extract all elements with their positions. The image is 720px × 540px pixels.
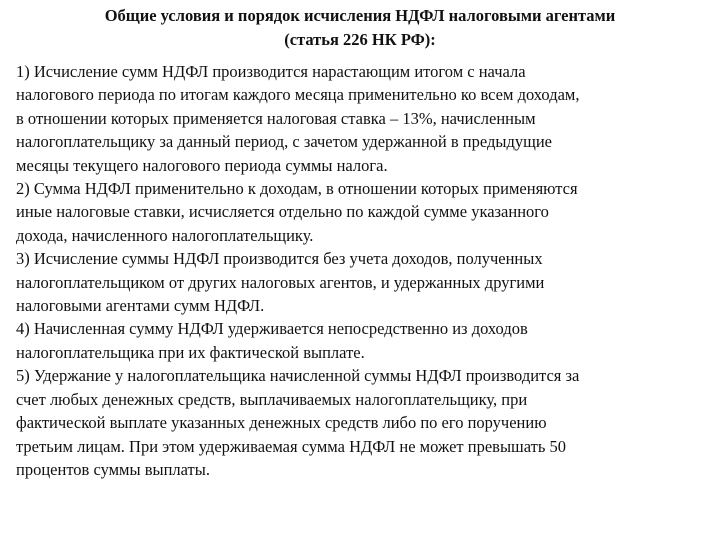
body-line: налоговыми агентами сумм НДФЛ. (16, 296, 265, 316)
slide-body-text (16, 60, 716, 481)
body-line: месяцы текущего налогового периода суммы налога. (16, 155, 388, 175)
body-line: счет любых денежных средств, выплачиваемых налогоплательщику, при (16, 389, 528, 409)
body-line: налогоплательщику за данный период, с зачетом удержанной в предыдущие (16, 132, 552, 152)
body-line: третьим лицам. При этом удерживаемая сумма НДФЛ не может превышать 50 (16, 436, 567, 456)
slide-title (0, 4, 720, 52)
body-line: в отношении которых применяется налоговая ставка – 13%, начисленным (16, 108, 536, 128)
body-line: налогового периода по итогам каждого месяца применительно ко всем доходам, (16, 85, 580, 105)
body-line: иные налоговые ставки, исчисляется отдельно по каждой сумме указанного (16, 202, 549, 222)
body-line: 2) Сумма НДФЛ применительно к доходам, в отношении которых применяются (16, 179, 578, 199)
body-line: дохода, начисленного налогоплательщику. (16, 225, 314, 245)
body-line: процентов суммы выплаты. (16, 459, 210, 479)
body-line: 1) Исчисление сумм НДФЛ производится нарастающим итогом с начала (16, 62, 526, 81)
body-line: налогоплательщиком от других налоговых агентов, и удержанных другими (16, 272, 545, 292)
title-line-1: Общие условия и порядок исчисления НДФЛ налоговыми агентами (104, 6, 616, 25)
body-line: 5) Удержание у налогоплательщика начисленной суммы НДФЛ производится за (16, 366, 580, 386)
body-line: 4) Начисленная сумму НДФЛ удерживается непосредственно из доходов (16, 319, 528, 339)
title-line-2: (статья 226 НК РФ): (284, 30, 436, 49)
body-line: налогоплательщика при их фактической выплате. (16, 342, 365, 362)
body-line: 3) Исчисление суммы НДФЛ производится без учета доходов, полученных (16, 249, 543, 269)
body-line: фактической выплате указанных денежных средств либо по его поручению (16, 413, 547, 433)
